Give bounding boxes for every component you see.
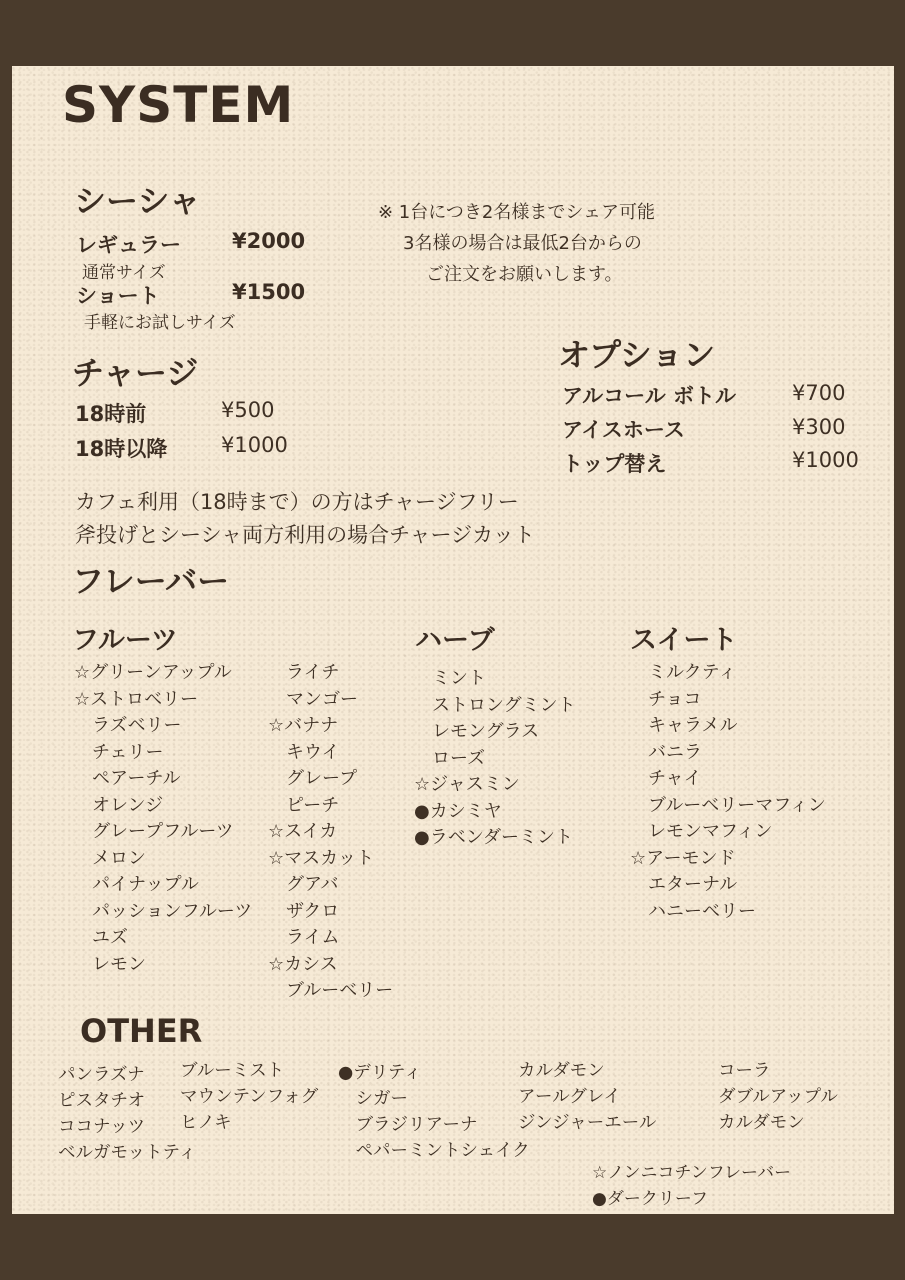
flavor-item: ピーチ — [268, 794, 340, 816]
flavor-item: ユズ — [74, 927, 128, 948]
flavor-item: ペアーチル — [74, 768, 181, 789]
option-price: ¥300 — [792, 415, 846, 439]
flavor-item: シガー — [338, 1089, 408, 1109]
flavor-item: ☆マスカット — [268, 847, 374, 869]
flavor-item: ピスタチオ — [58, 1091, 146, 1111]
flavor-heading: フレーバー — [72, 562, 230, 600]
flavor-item: ブルーベリーマフィン — [630, 794, 826, 816]
flavor-item: パイナップル — [74, 874, 199, 895]
legend-nonnicotine: ☆ノンニコチンフレーバー — [592, 1163, 792, 1183]
fruits-list-2 — [268, 660, 393, 1005]
sweet-list — [630, 660, 826, 925]
charge-heading: チャージ — [72, 354, 199, 392]
option-label: アイスホース — [562, 418, 685, 442]
flavor-item: ザクロ — [268, 900, 340, 922]
flavor-item: アールグレイ — [518, 1087, 621, 1107]
charge-after-label: 18時以降 — [75, 437, 168, 461]
flavor-item: マンゴー — [268, 688, 358, 710]
flavor-item: ブラジリアーナ — [338, 1115, 478, 1135]
other-list-3 — [338, 1060, 530, 1164]
regular-price: ¥2000 — [232, 229, 306, 253]
short-note: 手軽にお試しサイズ — [84, 313, 236, 333]
flavor-item: ラズベリー — [74, 715, 182, 736]
option-price: ¥700 — [792, 381, 846, 405]
flavor-item: ☆ジャスミン — [414, 774, 520, 795]
flavor-item: ☆グリーンアップル — [74, 662, 232, 683]
flavor-item: ☆カシス — [268, 953, 338, 975]
regular-label: レギュラー — [76, 233, 181, 257]
regular-note: 通常サイズ — [82, 263, 166, 283]
flavor-item: ●デリティ — [338, 1063, 422, 1083]
other-list-5 — [718, 1058, 838, 1136]
flavor-item: ライチ — [268, 662, 340, 683]
flavor-item: キャラメル — [630, 715, 738, 736]
page-title: SYSTEM — [62, 76, 295, 134]
flavor-item: レモンマフィン — [630, 821, 773, 842]
flavor-item: チェリー — [74, 741, 164, 763]
short-label: ショート — [76, 284, 160, 308]
flavor-item: パッションフルーツ — [74, 900, 253, 922]
flavor-item: チャイ — [630, 768, 702, 789]
flavor-item: ココナッツ — [58, 1117, 146, 1137]
flavor-item: キウイ — [268, 741, 340, 763]
charge-after-price: ¥1000 — [221, 433, 288, 457]
flavor-item: ストロングミント — [414, 694, 576, 716]
flavor-item: ☆バナナ — [268, 715, 339, 736]
charge-before-price: ¥500 — [221, 398, 275, 422]
flavor-item: ヒノキ — [180, 1113, 232, 1133]
flavor-item: グアバ — [268, 874, 339, 895]
flavor-item: グレープ — [268, 768, 358, 789]
flavor-item: ●カシミヤ — [414, 800, 502, 822]
flavor-item: ハニーベリー — [630, 900, 756, 922]
legend-darkleaf: ●ダークリーフ — [592, 1189, 708, 1209]
flavor-item: カルダモン — [518, 1061, 605, 1081]
flavor-item: ☆スイカ — [268, 821, 338, 842]
herb-list — [414, 666, 576, 852]
flavor-item: ブルーミスト — [180, 1061, 285, 1081]
flavor-item: ペパーミントシェイク — [338, 1141, 530, 1161]
flavor-item: パンラズナ — [58, 1065, 145, 1085]
flavor-item: ローズ — [414, 747, 486, 769]
share-note-3: ご注文をお願いします。 — [426, 264, 623, 285]
flavor-item: バニラ — [630, 741, 702, 763]
fruits-list-1 — [74, 660, 252, 978]
charge-before-label: 18時前 — [75, 402, 147, 426]
sweet-heading: スイート — [630, 625, 738, 656]
flavor-item: ☆ストロベリー — [74, 688, 199, 710]
flavor-item: ダブルアップル — [718, 1087, 838, 1107]
flavor-item: グレープフルーツ — [74, 821, 234, 842]
other-list-2 — [180, 1058, 318, 1136]
flavor-item: エターナル — [630, 874, 738, 895]
other-heading: OTHER — [80, 1012, 203, 1050]
shisha-heading: シーシャ — [74, 182, 201, 220]
flavor-item: チョコ — [630, 688, 702, 710]
other-list-1 — [58, 1062, 196, 1166]
short-price: ¥1500 — [232, 280, 306, 304]
flavor-item: ジンジャーエール — [518, 1113, 657, 1133]
flavor-item: ライム — [268, 927, 340, 948]
charge-note-1: カフェ利用（18時まで）の方はチャージフリー — [75, 490, 519, 514]
share-note-1: ※ 1台につき2名様までシェア可能 — [378, 202, 655, 223]
option-label: トップ替え — [562, 452, 667, 476]
flavor-item: オレンジ — [74, 794, 164, 816]
flavor-item: マウンテンフォグ — [180, 1087, 319, 1107]
flavor-item: コーラ — [718, 1061, 771, 1081]
option-price: ¥1000 — [792, 448, 859, 472]
flavor-item: メロン — [74, 847, 146, 869]
option-label: アルコール ボトル — [562, 384, 737, 408]
flavor-item: カルダモン — [718, 1113, 805, 1133]
flavor-item: ☆アーモンド — [630, 847, 736, 869]
flavor-item: ●ラベンダーミント — [414, 827, 573, 848]
flavor-item: レモングラス — [414, 721, 540, 742]
flavor-item: ミント — [414, 668, 486, 689]
flavor-item: ミルクティ — [630, 662, 737, 683]
share-note-2: 3名様の場合は最低2台からの — [403, 233, 642, 254]
flavor-item: ブルーベリー — [268, 980, 394, 1001]
flavor-item: レモン — [74, 953, 146, 975]
charge-note-2: 斧投げとシーシャ両方利用の場合チャージカット — [75, 523, 535, 547]
flavor-item: ベルガモットティ — [58, 1143, 197, 1163]
options-heading: オプション — [558, 336, 716, 374]
herb-heading: ハーブ — [415, 625, 495, 656]
other-list-4 — [518, 1058, 656, 1136]
fruits-heading: フルーツ — [72, 625, 178, 656]
